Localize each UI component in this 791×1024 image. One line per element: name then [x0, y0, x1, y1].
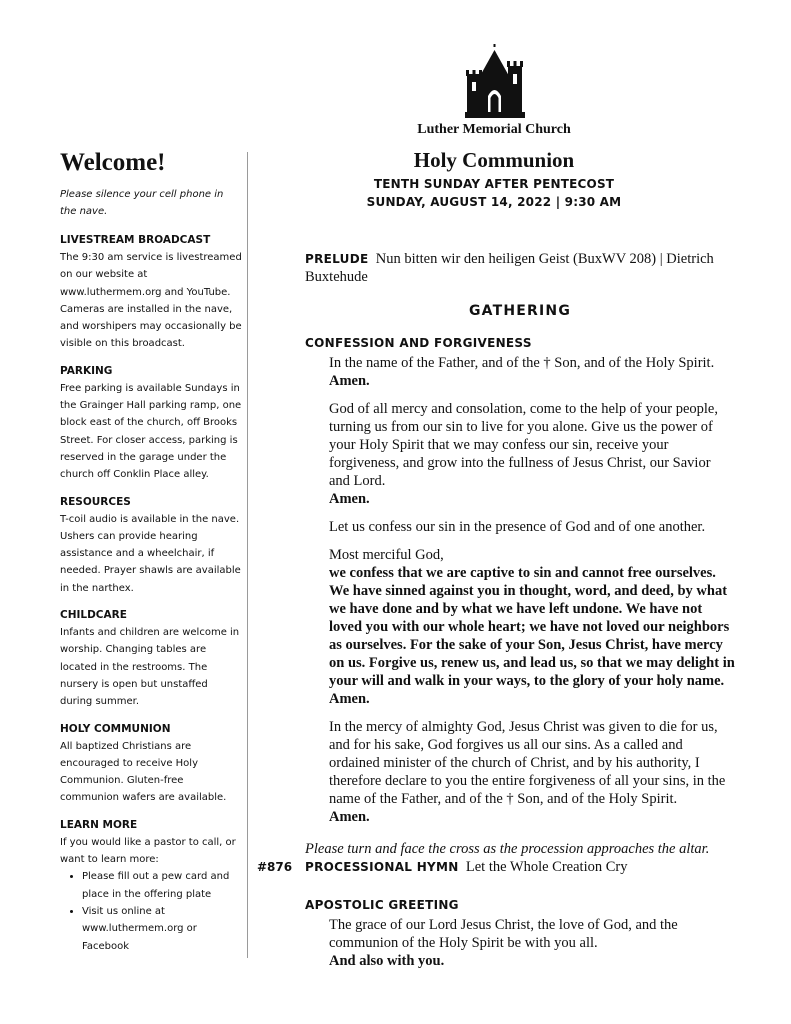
service-order	[257, 250, 735, 970]
sidebar-section-childcare	[60, 607, 242, 710]
amen-response: Amen.	[329, 491, 370, 507]
greeting-response: And also with you.	[329, 953, 445, 969]
confession-body	[305, 354, 735, 826]
sidebar-text: The 9:30 am service is livestreamed on our website at www.luthermem.org and YouTube. Cameras are installed in the nave, and worshipers may occasionally be visible on this broadcast.	[60, 252, 242, 350]
hymn-number: #876	[257, 860, 293, 874]
opening-prayer	[329, 400, 735, 508]
liturgical-day: TENTH SUNDAY AFTER PENTECOST	[373, 177, 615, 191]
sidebar-heading: LIVESTREAM BROADCAST	[60, 234, 211, 246]
church-logo-icon	[464, 44, 526, 120]
sidebar-heading: LEARN MORE	[60, 818, 138, 831]
sidebar-heading: CHILDCARE	[60, 609, 127, 622]
sidebar-section-parking	[60, 363, 242, 484]
sidebar-text: Infants and children are welcome in worship. Changing tables are located in the restrooms. The nursery is open but unstaffed during summer.	[60, 627, 240, 708]
sidebar-text: T-coil audio is available in the nave. Ushers can provide hearing assistance and a wheelchair, if needed. Prayer shawls are available in the narthex.	[60, 513, 241, 594]
silence-phone-note: Please silence your cell phone in the nave.	[60, 189, 224, 217]
service-date-time: SUNDAY, AUGUST 14, 2022 | 9:30 AM	[366, 195, 622, 209]
welcome-title: Welcome!	[60, 149, 166, 176]
sidebar-section-learn-more	[60, 817, 242, 955]
confession-heading: CONFESSION AND FORGIVENESS	[305, 336, 532, 350]
sidebar-heading: PARKING	[60, 364, 113, 377]
confession-address: Most merciful God,	[329, 547, 444, 563]
invocation-text: In the name of the Father, and of the † Son, and of the Holy Spirit.	[329, 355, 715, 371]
list-item: • Visit us online at www.luthermem.org or Facebook	[82, 903, 242, 955]
sidebar-section-livestream	[60, 232, 242, 353]
sidebar-section-resources	[60, 494, 242, 597]
column-divider	[247, 152, 248, 958]
amen-response: Amen.	[329, 691, 370, 707]
sidebar-heading: RESOURCES	[60, 495, 131, 508]
confession-prayer	[329, 546, 735, 708]
service-title: Holy Communion	[413, 148, 575, 172]
gathering-heading: GATHERING	[468, 303, 572, 319]
confession-text: we confess that we are captive to sin and cannot free ourselves. We have sinned against you in thought, word, and deed, by what we have done and by what we have left undone. We have not loved you with our whole heart; we have not loved our neighbors as ourselves. For the sake of your Son, Jesus Christ, have mercy on us. Forgive us, renew us, and lead us, so that we may delight in your will and walk in your ways, to the glory of your holy name.	[329, 565, 735, 689]
sidebar-text: Free parking is available Sundays in the Grainger Hall parking ramp, one block east of the church, off Brooks Street. For closer access, parking is reserved in the garage under the church off Conklin Place alley.	[60, 382, 242, 481]
absolution	[329, 718, 735, 826]
invitation-to-confession: Let us confess our sin in the presence of God and of one another.	[329, 519, 706, 535]
greeting-body	[305, 916, 735, 970]
welcome-sidebar	[60, 148, 242, 955]
sidebar-text: If you would like a pastor to call, or want to learn more:	[60, 836, 236, 866]
sidebar-text: All baptized Christians are encouraged to receive Holy Communion. Gluten-free communion wafers are available.	[60, 740, 227, 804]
hymn-title: Let the Whole Creation Cry	[465, 859, 628, 875]
sidebar-section-holy-communion	[60, 721, 242, 807]
prelude-text: Nun bitten wir den heiligen Geist (BuxWV 208) | Dietrich Buxtehude	[305, 251, 714, 285]
prelude-label: PRELUDE	[305, 252, 369, 266]
invocation	[329, 354, 735, 390]
absolution-text: In the mercy of almighty God, Jesus Christ was given to die for us, and for his sake, God forgives us all our sins. As a called and ordained minister of the church of Christ, and by his authority, I therefore declare to you the entire forgiveness of all your sins, in the name of the Father, and of the † Son, and of the Holy Spirit.	[329, 719, 726, 807]
sidebar-heading: HOLY COMMUNION	[60, 722, 171, 735]
learn-more-list	[60, 868, 242, 954]
procession-note: Please turn and face the cross as the procession approaches the altar.	[305, 841, 710, 857]
church-name: Luther Memorial Church	[417, 122, 571, 137]
hymn-label: PROCESSIONAL HYMN	[305, 860, 459, 874]
prayer-text: God of all mercy and consolation, come to the help of your people, turning us from our sin to live for you alone. Give us the power of your Holy Spirit that we may confess our sin, receive your forgiveness, and grow into the fullness of Jesus Christ, our Savior and Lord.	[329, 401, 718, 489]
greeting-heading: APOSTOLIC GREETING	[305, 898, 459, 912]
prelude	[305, 250, 735, 286]
processional-hymn	[257, 858, 735, 876]
list-item: • Please fill out a pew card and place in the offering plate	[82, 868, 242, 903]
amen-response: Amen.	[329, 373, 370, 389]
amen-response: Amen.	[329, 809, 370, 825]
greeting-text: The grace of our Lord Jesus Christ, the love of God, and the communion of the Holy Spirit be with you all.	[329, 917, 678, 951]
